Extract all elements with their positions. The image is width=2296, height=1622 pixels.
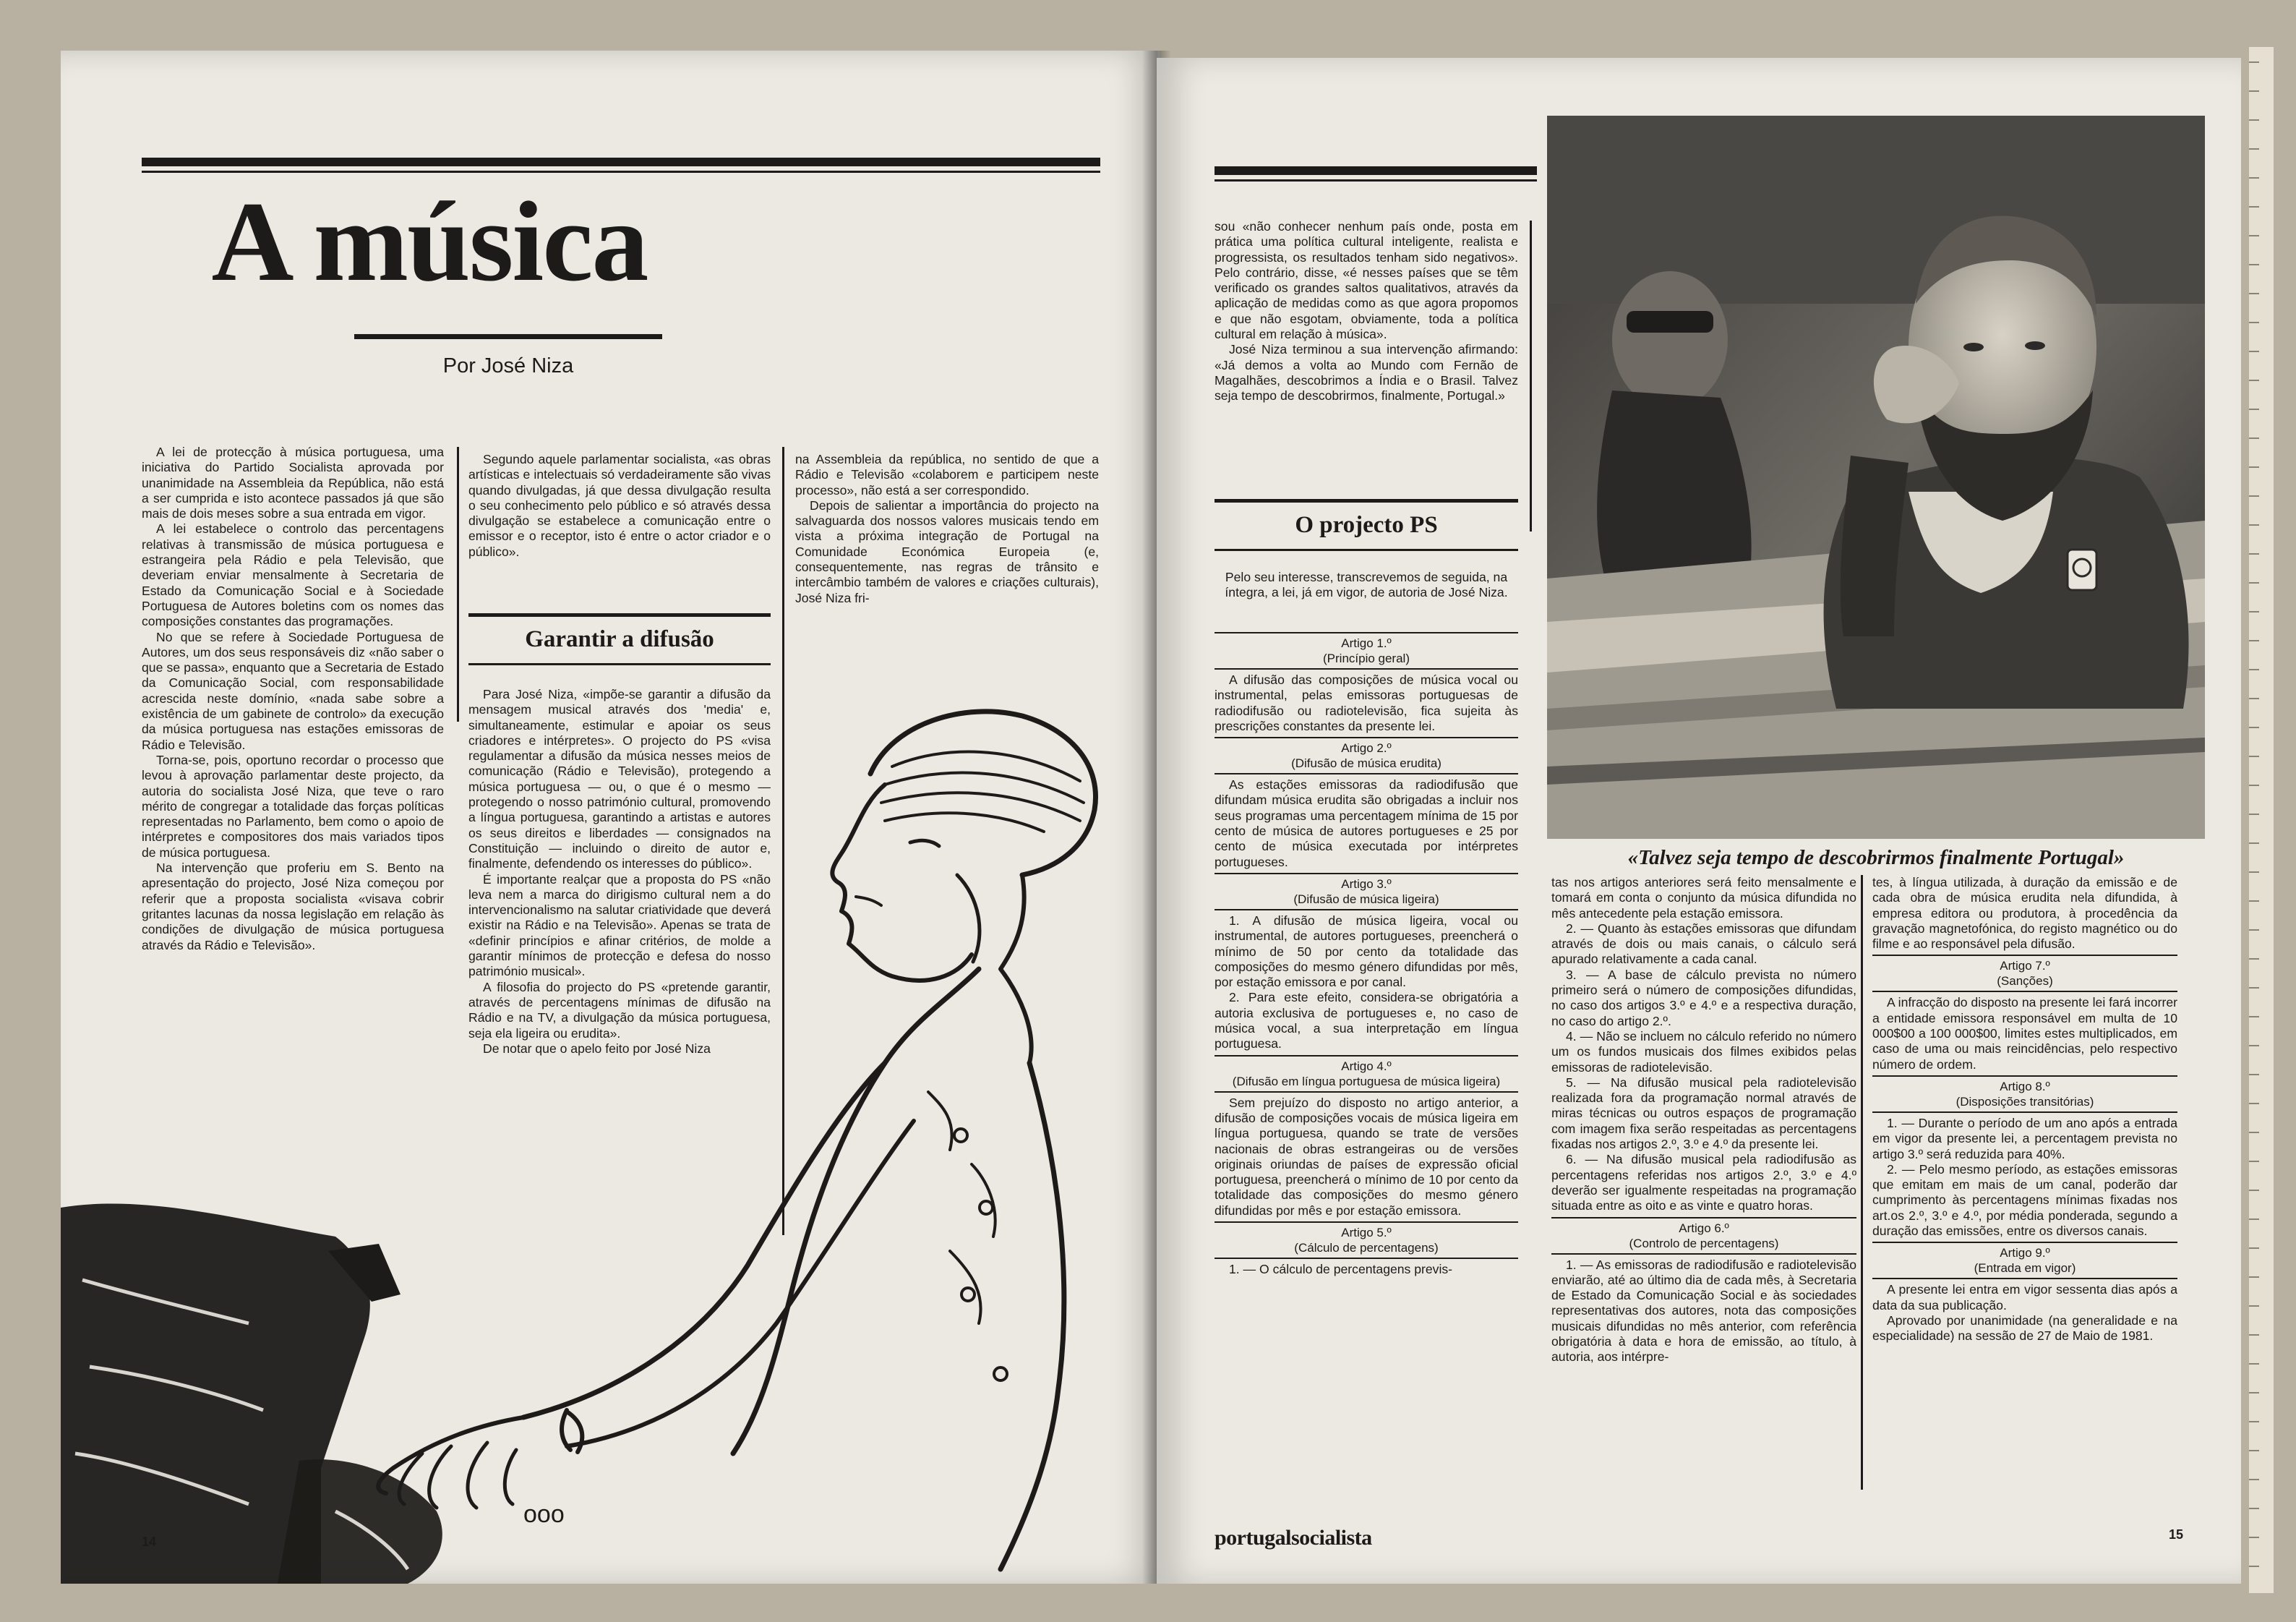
- article-9: [1872, 1242, 2177, 1344]
- articles-column-1: [1215, 629, 1518, 1277]
- ruler-tick: [2249, 1305, 2259, 1307]
- title-underline: [354, 334, 662, 339]
- header-rule-thin: [142, 171, 1100, 173]
- right-column-3: [1872, 875, 2177, 1344]
- article-5: [1215, 1221, 1518, 1277]
- paragraph: tes, à língua utilizada, à duração da emissão e de cada obra de música erudita nela difundida, à empresa editora ou produtora, à procedência da gravação magnetofónica, do registo magnético ou do filme e ao responsável pela difusão.: [1872, 875, 2177, 952]
- article-heading: Artigo 6.º (Controlo de percentagens): [1551, 1217, 1856, 1251]
- article-heading: Artigo 3.º (Difusão de música ligeira): [1215, 873, 1518, 907]
- ruler-tick: [2249, 1566, 2259, 1567]
- paragraph: na Assembleia da república, no sentido de que a Rádio e Televisão «colaborem e participem neste processo», não está a ser correspondido.: [795, 452, 1099, 498]
- article-heading: Artigo 8.º (Disposições transitórias): [1872, 1075, 2177, 1109]
- paragraph: Segundo aquele parlamentar socialista, «as obras artísticas e intelectuais só verdadeiramente são vivas quando divulgadas, já que dessa divulgação resulta o seu conhecimento pelo público e só através dessa divulgação se estabelece a comunicação entre o emissor e o receptor, isto é entre o actor criador e o público».: [468, 452, 771, 559]
- ruler-tick: [2249, 293, 2259, 294]
- ruler-tick: [2249, 1508, 2259, 1509]
- ruler-tick: [2249, 1074, 2259, 1075]
- article-body: As estações emissoras da radiodifusão que difundam música erudita são obrigadas a incluir nos seus programas uma percentagem mínima de 15 por cento de música de autores portugueses e 25 por cento de música executada por intérpretes portugueses.: [1215, 773, 1518, 870]
- paragraph: É importante realçar que a proposta do PS «não leva nem a marca do dirigismo cultural nem a do intervencionalismo na salutar criatividade que deverá existir na Rádio e na Televisão». Apenas se trata de «definir princípios e afinar critérios, de molde a garantir mínimos de protecção e defesa do nosso património musical».: [468, 871, 771, 979]
- ruler-tick: [2249, 264, 2259, 265]
- paragraph: Pelo seu interesse, transcrevemos de seguida, na íntegra, a lei, já em vigor, de autoria de José Niza.: [1225, 570, 1508, 600]
- photo-caption: «Talvez seja tempo de descobrirmos finalmente Portugal»: [1627, 846, 2125, 869]
- ruler-tick: [2249, 1537, 2259, 1538]
- paragraph: 2. — Quanto às estações emissoras que difundam através de dois ou mais canais, o cálculo será apurado relativamente a cada canal.: [1551, 921, 1856, 967]
- ruler-tick: [2249, 1363, 2259, 1365]
- paragraph: 5. — Na difusão musical pela radiotelevisão realizada fora da programação normal através de miras técnicas ou outros espaços de programação com imagem fixa serão respeitadas as percentagens fixadas nos artigos 2.º, 3.º e 4.º da presente lei.: [1551, 1075, 1856, 1152]
- ruler-tick: [2249, 871, 2259, 873]
- header-rule: [142, 158, 1100, 166]
- ruler-tick: [2249, 1218, 2259, 1220]
- ruler-tick: [2249, 351, 2259, 352]
- subhead-projecto: O projecto PS: [1215, 499, 1518, 551]
- ruler-tick: [2249, 380, 2259, 381]
- ruler-tick: [2249, 1421, 2259, 1422]
- article-heading: Artigo 5.º (Cálculo de percentagens): [1215, 1221, 1518, 1255]
- column-2-top: [468, 452, 771, 560]
- article-body: A difusão das composições de música vocal ou instrumental, pelas emissoras portuguesas de radiodifusão ou radiotelevisão, fica sujeita às prescrições constantes da presente lei.: [1215, 668, 1518, 734]
- ruler-tick: [2249, 1016, 2259, 1017]
- paragraph: Depois de salientar a importância do projecto na salvaguarda dos nossos valores musicais tendo em vista a próxima integração de Portugal na Comunidade Económica Europeia (e, consequentemente, nas regras de trânsito e intercâmbio também de valores e criações culturais), José Niza fri-: [795, 498, 1099, 605]
- ruler-tick: [2249, 1392, 2259, 1393]
- paragraph: Torna-se, pois, oportuno recordar o processo que levou à aprovação parlamentar deste projecto, da autoria do socialista José Niza, que teve o raro mérito de congregar a totalidade das forças políticas representadas no Parlamento, bem como o apoio de intérpretes e compositores dos mais variados tipos de música portuguesa.: [142, 752, 444, 860]
- paragraph: Na intervenção que proferiu em S. Bento na apresentação do projecto, José Niza começou por referir que a proposta socialista «visava cobrir gritantes lacunas da nossa legislação em relação às condições de divulgação de música portuguesa através da Rádio e Televisão».: [142, 861, 444, 952]
- article-heading: Artigo 9.º (Entrada em vigor): [1872, 1242, 2177, 1276]
- paragraph: José Niza terminou a sua intervenção afirmando: «Já demos a volta ao Mundo com Fernão de Magalhães, descobrimos a Índia e o Brasil. Talvez seja tempo de descobrirmos, finalmente, Portugal.»: [1215, 342, 1518, 404]
- ruler-tick: [2249, 148, 2259, 150]
- ruler-tick: [2249, 206, 2259, 208]
- ruler-tick: [2249, 61, 2259, 63]
- ruler-tick: [2249, 900, 2259, 902]
- ruler-tick: [2249, 814, 2259, 815]
- ruler-tick: [2249, 987, 2259, 989]
- ruler-tick: [2249, 669, 2259, 670]
- paragraph: Para José Niza, «impõe-se garantir a difusão da mensagem musical através dos 'media' e, simultaneamente, estimular e apoiar os seus criadores e intérpretes». O projecto do PS «visa regulamentar a difusão da música nesses meios de comunicação (Rádio e Televisão), protegendo a música portuguesa — ou, o que é o mesmo — protegendo o nosso património cultural, promovendo a língua portuguesa, garantindo a artistas e autores os seus direitos e liberdades — consignados na Constituição — incluindo o direito de autor e, finalmente, defendendo os interesses do público».: [468, 687, 771, 871]
- article-6: [1551, 1217, 1856, 1365]
- article-heading: Artigo 1.º (Princípio geral): [1215, 632, 1518, 666]
- ruler-tick: [2249, 119, 2259, 121]
- ruler-tick: [2249, 495, 2259, 497]
- byline: Por José Niza: [442, 354, 574, 377]
- ruler-tick: [2249, 1103, 2259, 1104]
- article-8: [1872, 1075, 2177, 1239]
- article-body: 1. — Durante o período de um ano após a entrada em vigor da presente lei, a percentagem prevista no artigo 3.º será reduzida para 40%. 2. — Pelo mesmo período, as estações emissoras que emitam em mais de um canal, poderão dar cumprimento às percentagens mínimas fixadas nos art.os 2.º, 3.º e 4.º, por média ponderada, segundo a duração das emissões, entre os diversos canais.: [1872, 1111, 2177, 1239]
- paragraph: 6. — Na difusão musical pela radiodifusão as percentagens referidas nos artigos 2.º, 3.º e 4.º deverão ser igualmente respeitadas na programação situada entre as oito e as vinte e quatro horas.: [1551, 1152, 1856, 1213]
- ruler-tick: [2249, 90, 2259, 92]
- article-7: [1872, 955, 2177, 1072]
- column-divider: [1530, 221, 1532, 532]
- pianist-illustration: [61, 658, 1160, 1584]
- paragraph: De notar que o apelo feito por José Niza: [483, 1041, 711, 1056]
- ruler-tick: [2249, 1334, 2259, 1336]
- ruler-tick: [2249, 785, 2259, 786]
- masthead-logo: portugalsocialista: [1215, 1526, 1372, 1550]
- ruler-tick: [2249, 177, 2259, 179]
- paragraph: 4. — Não se incluem no cálculo referido no número um os fundos musicais dos filmes exibidos pelas emissoras de radiotelevisão.: [1551, 1028, 1856, 1075]
- article-body: A presente lei entra em vigor sessenta dias após a data da sua publicação. Aprovado por unanimidade (na generalidade e na especialidade) na sessão de 27 de Maio de 1981.: [1872, 1278, 2177, 1344]
- ruler-tick: [2249, 235, 2259, 236]
- ruler-tick: [2249, 1479, 2259, 1480]
- page-number: 15: [2169, 1527, 2184, 1542]
- ruler-tick: [2249, 1190, 2259, 1191]
- header-rule-thin: [1215, 179, 1537, 182]
- paragraph: A lei estabelece o controlo das percentagens relativas à transmissão de música portuguesa e estrangeira pela Rádio e pela Televisão, que deveriam enviar mensalmente à Secretaria de Estado da Comunicação Social e à Sociedade Portuguesa de Autores boletins com os nomes das composições constantes das programações.: [142, 521, 444, 629]
- article-body: Sem prejuízo do disposto no artigo anterior, a difusão de composições vocais de música ligeira em língua portuguesa, quando se trate de versões nacionais de obras estrangeiras ou de versões originais oriundas de países de expressão oficial portuguesa, preencherá o mínimo de 10 por cento da totalidade das composições do mesmo género difundidas por mês e por estação emissora.: [1215, 1091, 1518, 1218]
- ruler-tick: [2249, 1276, 2259, 1278]
- ruler-tick: [2249, 322, 2259, 323]
- ruler-tick: [2249, 524, 2259, 526]
- ruler-tick: [2249, 437, 2259, 439]
- ruler-tick: [2249, 553, 2259, 555]
- paragraph: sou «não conhecer nenhum país onde, posta em prática uma política cultural inteligente, realista e progressista, os resultados tenham sido negativos». Pelo contrário, disse, «é nesses países que se têm verificado os grandes saltos qualitativos, através da aplicação de medidas como as que agora propomos e que não esgotam, obviamente, toda a política cultural em relação à música».: [1215, 219, 1518, 342]
- page-number: 14: [142, 1535, 157, 1549]
- article-body: 1. — O cálculo de percentagens previs-: [1215, 1258, 1518, 1277]
- ruler-tick: [2249, 958, 2259, 960]
- paragraph: tas nos artigos anteriores será feito mensalmente e tomará em conta o conjunto da música difundida no mês antecedente pela estação emissora.: [1551, 875, 1856, 921]
- ruler-tick: [2249, 640, 2259, 641]
- article-2: [1215, 737, 1518, 870]
- paragraph: A lei de protecção à música portuguesa, uma iniciativa do Partido Socialista aprovada por unanimidade na Assembleia da República, não está a ser cumprida e isto acontece passados já que são mais de dois meses sobre a sua entrada em vigor.: [142, 445, 444, 521]
- ruler-tick: [2249, 1450, 2259, 1451]
- article-heading: Artigo 7.º (Sanções): [1872, 955, 2177, 989]
- subhead-garantir: Garantir a difusão: [468, 613, 771, 665]
- right-column-2: [1551, 875, 1856, 1365]
- ruler-tick: [2249, 1045, 2259, 1046]
- ruler-tick: [2249, 842, 2259, 844]
- column-3: [795, 452, 1099, 606]
- sketch-signature: ooo: [523, 1501, 565, 1528]
- article-3: [1215, 873, 1518, 1052]
- paragraph: 3. — A base de cálculo prevista no número primeiro será o número de composições difundidas, no caso dos artigos 3.º e 4.º e a respectiva duração, no caso do artigo 2.º.: [1551, 967, 1856, 1028]
- ruler-tick: [2249, 409, 2259, 410]
- column-divider: [1861, 875, 1863, 1490]
- right-page: [1157, 58, 2241, 1584]
- ruler-tick: [2249, 756, 2259, 757]
- ruler-tick: [2249, 727, 2259, 728]
- article-heading: Artigo 4.º (Difusão em língua portuguesa de música ligeira): [1215, 1055, 1518, 1089]
- article-title: A música: [211, 179, 648, 305]
- scan-ruler: [2248, 46, 2274, 1594]
- article-1: [1215, 632, 1518, 734]
- paragraph: A filosofia do projecto do PS «pretende garantir, através de percentagens mínimas de difusão na Rádio e na TV, a divulgação da música portuguesa, seja ela ligeira ou erudita».: [468, 979, 771, 1041]
- left-page: [61, 51, 1160, 1584]
- ruler-tick: [2249, 698, 2259, 699]
- article-body: A infracção do disposto na presente lei fará incorrer a entidade emissora responsável em multa de 10 000$00 a 100 000$00, limites estes multiplicados, em caso de uma ou mais reincidências, pelo respectivo número de ordem.: [1872, 991, 2177, 1072]
- article-4: [1215, 1055, 1518, 1218]
- right-column-1-top: [1215, 219, 1518, 404]
- article-body: 1. — As emissoras de radiodifusão e radiotelevisão enviarão, até ao último dia de cada mês, à Secretaria de Estado da Comunicação Social e às sociedades representativas dos autores, nota das composições musicais difundidas no mês anterior, com referência obrigatória à data e hora de emissão, ao título, à autoria, aos intérpre-: [1551, 1253, 1856, 1365]
- photo-jose-niza: [1547, 116, 2205, 839]
- ruler-tick: [2249, 611, 2259, 612]
- article-heading: Artigo 2.º (Difusão de música erudita): [1215, 737, 1518, 771]
- ruler-tick: [2249, 1161, 2259, 1162]
- law-intro: [1215, 570, 1518, 601]
- ruler-tick: [2249, 582, 2259, 584]
- ruler-tick: [2249, 1247, 2259, 1249]
- ruler-tick: [2249, 466, 2259, 468]
- article-body: 1. A difusão de música ligeira, vocal ou instrumental, de autores portugueses, preencherá o mínimo de 50 por cento da totalidade das composições do mesmo género difundidas por mês, por estação emissora e por canal. 2. Para este efeito, considera-se obrigatória a autoria exclusiva de portugueses e, no caso de música vocal, a sua interpretação em língua portuguesa.: [1215, 909, 1518, 1052]
- ruler-tick: [2249, 1132, 2259, 1133]
- paragraph: No que se refere à Sociedade Portuguesa de Autores, um dos seus responsáveis diz «não saber o que se passa», enquanto que a Secretaria de Estado da Comunicação Social, com responsabilidade acrescida neste domínio, «nada sabe sobre a existência de um gabinete de controlo» da execução da música portuguesa nas estações emissoras de Rádio e Televisão.: [142, 629, 444, 752]
- ruler-tick: [2249, 929, 2259, 931]
- header-rule: [1215, 166, 1537, 175]
